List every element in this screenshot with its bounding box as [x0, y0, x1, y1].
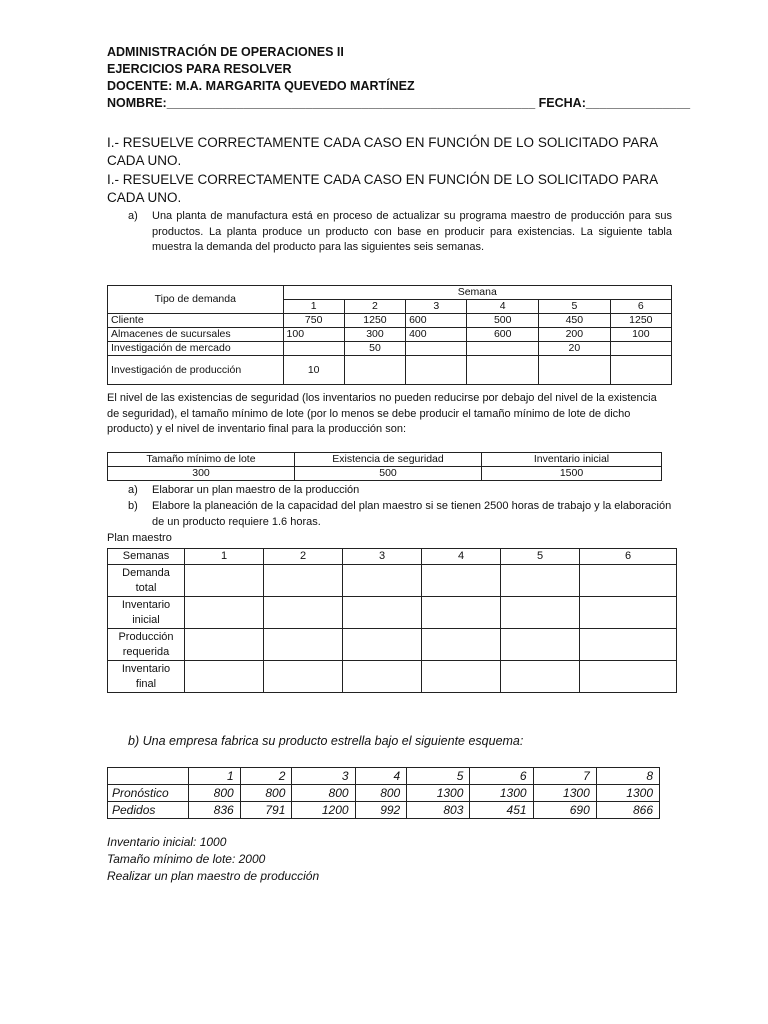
table-cell: 1300 [533, 785, 596, 802]
table-cell: 866 [596, 802, 659, 819]
course-title: ADMINISTRACIÓN DE OPERACIONES II [107, 45, 344, 59]
table-cell: 600 [406, 314, 467, 328]
plan-week: 1 [185, 549, 264, 565]
initial-inventory-note: Inventario inicial: 1000 [107, 835, 227, 849]
teacher-line: DOCENTE: M.A. MARGARITA QUEVEDO MARTÍNEZ [107, 79, 415, 93]
document-header [107, 44, 690, 112]
table-cell: 800 [292, 785, 355, 802]
table-cell: 400 [406, 328, 467, 342]
week-col: 5 [539, 300, 611, 314]
table-cell [406, 356, 467, 385]
table-cell: 1250 [610, 314, 671, 328]
table-row [108, 785, 660, 802]
plan-cell [501, 565, 580, 597]
plan-row-label: Producción requerida [108, 629, 185, 661]
table-cell: 800 [189, 785, 241, 802]
week-col: 1 [283, 300, 344, 314]
plan-cell [422, 629, 501, 661]
instruction-1: I.- RESUELVE CORRECTAMENTE CADA CASO EN FUNCIÓN DE LO SOLICITADO PARA CADA UNO. [107, 135, 658, 168]
table-row [108, 314, 672, 328]
plan-cell [422, 565, 501, 597]
plan-cell [185, 597, 264, 629]
plan-week: 4 [422, 549, 501, 565]
task-a [128, 483, 672, 499]
plan-cell [264, 597, 343, 629]
table-cell: 803 [407, 802, 470, 819]
table-cell: 50 [344, 342, 405, 356]
week-col: 4 [467, 300, 539, 314]
plan-cell [580, 597, 677, 629]
table-cell: 1300 [470, 785, 533, 802]
plan-cell [264, 661, 343, 693]
task-a-label: a) [128, 484, 138, 496]
table-cell [344, 356, 405, 385]
plan-cell [185, 629, 264, 661]
plan-header: Semanas [108, 549, 185, 565]
period-header: 6 [470, 768, 533, 785]
param-value: 500 [295, 467, 482, 481]
table-cell: 836 [189, 802, 241, 819]
plan-cell [501, 597, 580, 629]
week-col: 3 [406, 300, 467, 314]
table-cell [467, 342, 539, 356]
problem-b-text: b) Una empresa fabrica su producto estrella bajo el siguiente esquema: [128, 734, 524, 748]
task-b [128, 499, 672, 530]
period-header: 7 [533, 768, 596, 785]
plan-week: 5 [501, 549, 580, 565]
table-cell: 600 [467, 328, 539, 342]
table-cell: 451 [470, 802, 533, 819]
row-label: Almacenes de sucursales [108, 328, 284, 342]
problem-a-label: a) [128, 210, 138, 222]
forecast-corner [108, 768, 189, 785]
plan-cell [264, 629, 343, 661]
period-header: 4 [355, 768, 407, 785]
table-cell: 100 [283, 328, 344, 342]
table-cell: 200 [539, 328, 611, 342]
plan-cell [501, 661, 580, 693]
demand-table [107, 285, 672, 385]
plan-cell [580, 629, 677, 661]
table-cell [610, 356, 671, 385]
problem-a-text: Una planta de manufactura está en proceso de actualizar su programa maestro de producción para sus productos. La planta produce un producto con base en producir para existencias. La siguiente tabla muestra la demanda del producto para las siguientes seis semanas. [152, 210, 672, 253]
week-header: Semana [283, 286, 671, 300]
table-cell: 100 [610, 328, 671, 342]
plan-cell [501, 629, 580, 661]
table-cell [467, 356, 539, 385]
plan-cell [343, 629, 422, 661]
plan-row-label: Inventario final [108, 661, 185, 693]
plan-row-label: Inventario inicial [108, 597, 185, 629]
plan-cell [343, 661, 422, 693]
week-col: 6 [610, 300, 671, 314]
table-row [108, 597, 677, 629]
plan-cell [422, 597, 501, 629]
footer-notes [107, 834, 319, 885]
task-note: Realizar un plan maestro de producción [107, 869, 320, 883]
week-col: 2 [344, 300, 405, 314]
table-cell: 1300 [596, 785, 659, 802]
row-label: Investigación de mercado [108, 342, 284, 356]
plan-cell [343, 565, 422, 597]
table-cell: 10 [283, 356, 344, 385]
exercise-title: EJERCICIOS PARA RESOLVER [107, 62, 292, 76]
table-cell [283, 342, 344, 356]
table-cell: 690 [533, 802, 596, 819]
table-row [108, 342, 672, 356]
table-cell: 20 [539, 342, 611, 356]
period-header: 2 [240, 768, 292, 785]
table-row [108, 356, 672, 385]
table-cell: 800 [240, 785, 292, 802]
period-header: 8 [596, 768, 659, 785]
plan-cell [580, 661, 677, 693]
forecast-table [107, 767, 660, 819]
plan-label: Plan maestro [107, 532, 172, 544]
plan-row-label: Demanda total [108, 565, 185, 597]
table-cell: 800 [355, 785, 407, 802]
demand-type-header: Tipo de demanda [108, 286, 284, 314]
period-header: 3 [292, 768, 355, 785]
table-cell: 1250 [344, 314, 405, 328]
table-row [108, 802, 660, 819]
plan-cell [580, 565, 677, 597]
name-date-line: NOMBRE:_____________________________________________________ FECHA:_______________ [107, 96, 691, 110]
table-cell: 450 [539, 314, 611, 328]
task-a-text: Elaborar un plan maestro de la producción [152, 484, 360, 496]
table-cell: 791 [240, 802, 292, 819]
problem-a [128, 209, 672, 256]
table-cell [539, 356, 611, 385]
period-header: 1 [189, 768, 241, 785]
table-row [108, 661, 677, 693]
param-value: 300 [108, 467, 295, 481]
table-row [108, 328, 672, 342]
param-header: Tamaño mínimo de lote [108, 453, 295, 467]
stock-paragraph: El nivel de las existencias de seguridad (los inventarios no pueden reducirse por debajo del nivel de la existencia de seguridad), el tamaño mínimo de lote (por lo menos se debe producir el tamaño mínimo de lote de dicho producto) y el nivel de inventario final para la producción son: [107, 392, 657, 435]
row-label: Pedidos [108, 802, 189, 819]
param-header: Existencia de seguridad [295, 453, 482, 467]
plan-week: 2 [264, 549, 343, 565]
plan-week: 6 [580, 549, 677, 565]
table-cell: 1200 [292, 802, 355, 819]
table-row [108, 629, 677, 661]
table-cell: 1300 [407, 785, 470, 802]
plan-cell [422, 661, 501, 693]
row-label: Investigación de producción [108, 356, 284, 385]
plan-cell [264, 565, 343, 597]
task-b-label: b) [128, 500, 138, 512]
master-plan-table [107, 548, 677, 693]
table-row [108, 565, 677, 597]
table-cell [610, 342, 671, 356]
param-header: Inventario inicial [482, 453, 662, 467]
table-cell: 300 [344, 328, 405, 342]
row-label: Cliente [108, 314, 284, 328]
period-header: 5 [407, 768, 470, 785]
table-cell: 992 [355, 802, 407, 819]
plan-cell [343, 597, 422, 629]
min-lot-note: Tamaño mínimo de lote: 2000 [107, 852, 266, 866]
param-value: 1500 [482, 467, 662, 481]
plan-week: 3 [343, 549, 422, 565]
plan-cell [185, 661, 264, 693]
instruction-2: I.- RESUELVE CORRECTAMENTE CADA CASO EN FUNCIÓN DE LO SOLICITADO PARA CADA UNO. [107, 172, 658, 205]
row-label: Pronóstico [108, 785, 189, 802]
table-cell: 750 [283, 314, 344, 328]
params-table [107, 452, 662, 481]
task-b-text: Elabore la planeación de la capacidad del plan maestro si se tienen 2500 horas de trabajo y la elaboración de un producto requiere 1.6 horas. [152, 500, 672, 528]
plan-cell [185, 565, 264, 597]
table-cell [406, 342, 467, 356]
table-cell: 500 [467, 314, 539, 328]
